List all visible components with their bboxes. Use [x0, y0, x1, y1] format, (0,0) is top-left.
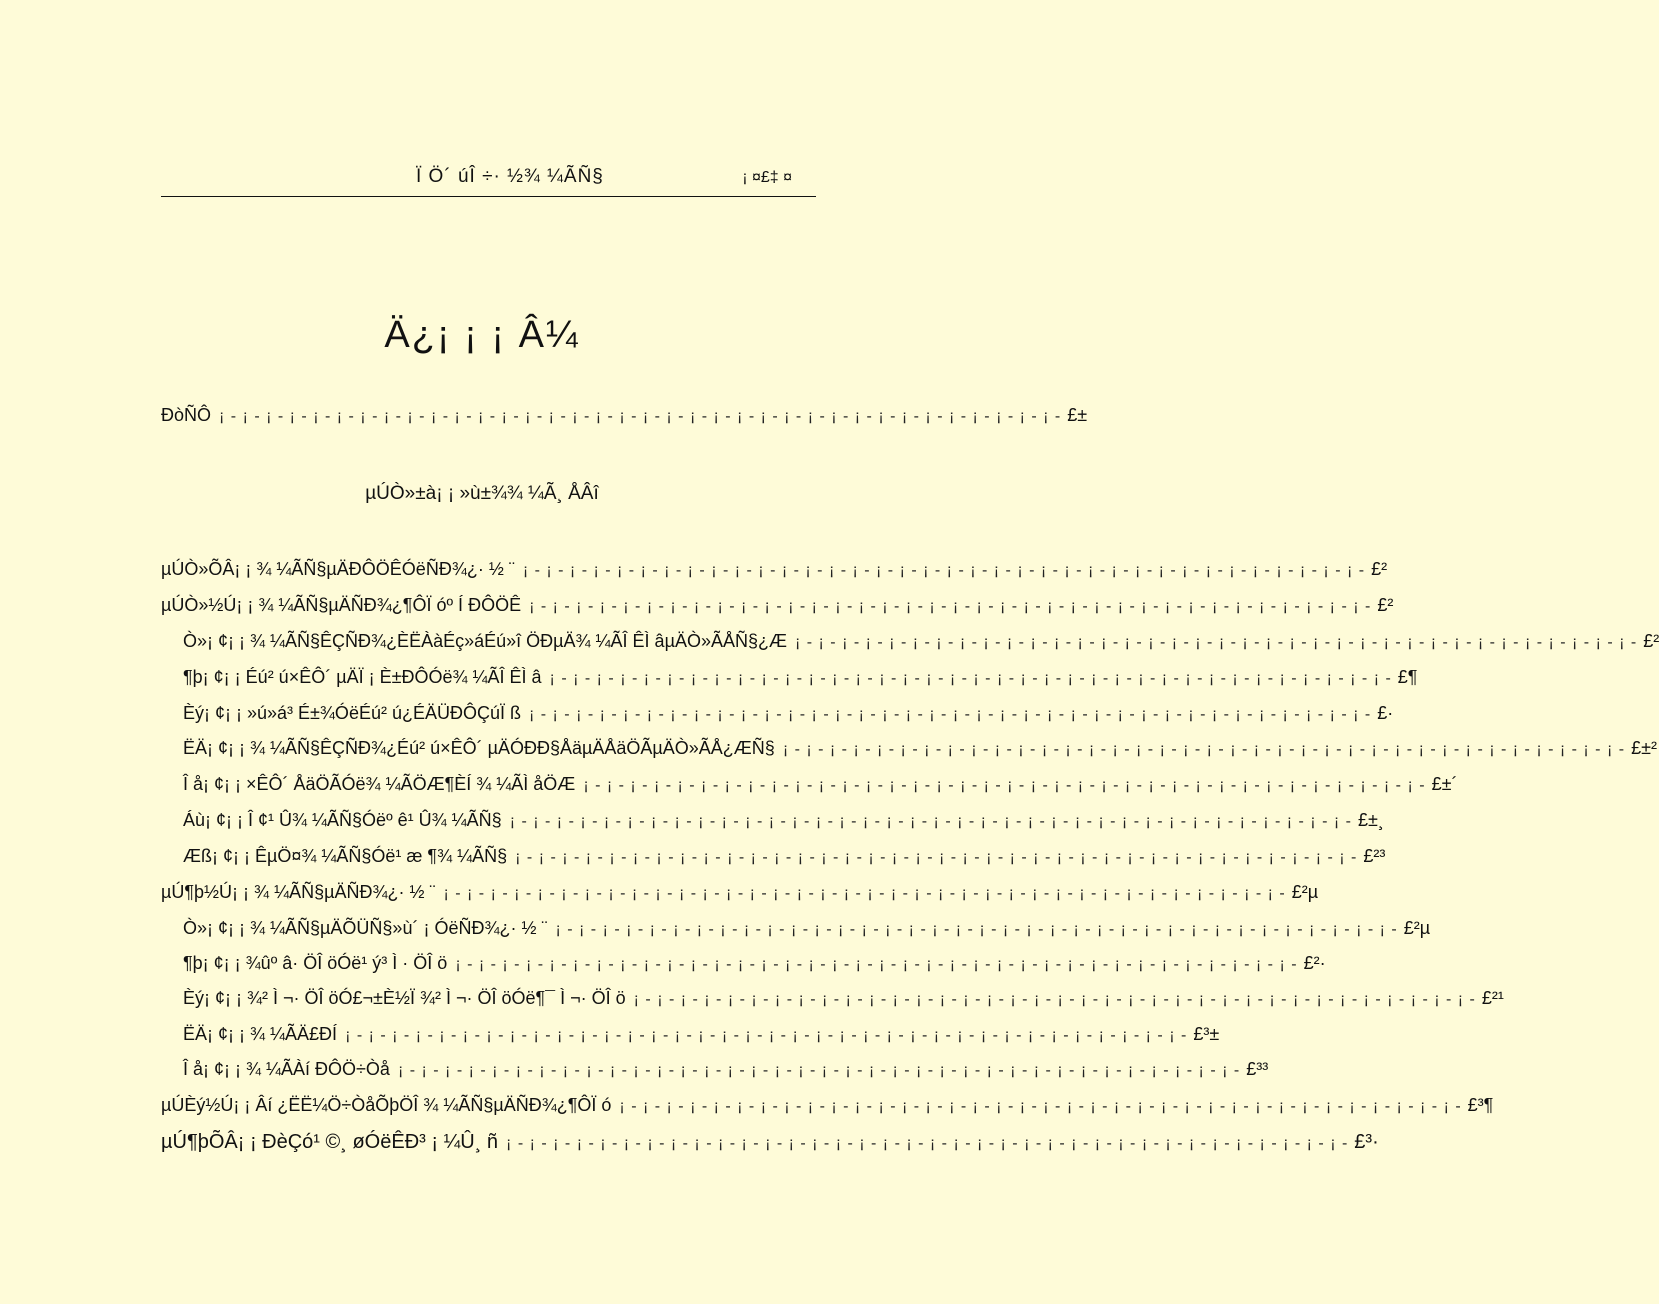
toc-leader: ¡ - ¡ - ¡ - ¡ - ¡ - ¡ - ¡ - ¡ - ¡ - ¡ - ¡ - ¡ - ¡ - ¡ - ¡ - ¡ - ¡ - ¡ - ¡ - ¡ - ¡ - ¡ - ¡ - ¡ - ¡ - ¡ - ¡ - ¡ - ¡ - ¡ - ¡ - ¡ - ¡ - ¡ - ¡ - ¡ -: [455, 956, 1298, 973]
toc-entry-text: Ò»¡ ¢¡ ¡ ¾ ¼ÃÑ§ÊÇÑÐ¾¿ÈËÀàÉç»áÉú»î ÖÐµÄ¾ ¼ÃÎ ÊÌ âµÄÒ»ÃÅÑ§¿Æ: [183, 631, 787, 651]
toc-line: [183, 810, 1384, 838]
toc-leader: ¡ - ¡ - ¡ - ¡ - ¡ - ¡ - ¡ - ¡ - ¡ - ¡ - ¡ - ¡ - ¡ - ¡ - ¡ - ¡ - ¡ - ¡ - ¡ - ¡ - ¡ - ¡ - ¡ - ¡ - ¡ - ¡ - ¡ - ¡ - ¡ - ¡ - ¡ - ¡ - ¡ - ¡ - ¡ - ¡ -: [509, 813, 1352, 830]
toc-page-number: £·: [1377, 703, 1394, 723]
toc-leader: ¡ - ¡ - ¡ - ¡ - ¡ - ¡ - ¡ - ¡ - ¡ - ¡ - ¡ - ¡ - ¡ - ¡ - ¡ - ¡ - ¡ - ¡ - ¡ - ¡ - ¡ - ¡ - ¡ - ¡ - ¡ - ¡ - ¡ - ¡ - ¡ - ¡ - ¡ - ¡ - ¡ - ¡ - ¡ - ¡ -: [397, 1062, 1241, 1079]
running-header: [161, 166, 816, 196]
toc-page-number: £²: [1643, 631, 1659, 651]
toc-line: [183, 774, 1458, 802]
toc-page-number: £³±: [1193, 1024, 1220, 1044]
toc-leader: ¡ - ¡ - ¡ - ¡ - ¡ - ¡ - ¡ - ¡ - ¡ - ¡ - ¡ - ¡ - ¡ - ¡ - ¡ - ¡ - ¡ - ¡ - ¡ - ¡ - ¡ - ¡ - ¡ - ¡ - ¡ - ¡ - ¡ - ¡ - ¡ - ¡ - ¡ - ¡ - ¡ - ¡ - ¡ - ¡ -: [555, 921, 1398, 938]
toc-line: [161, 405, 1088, 433]
toc-line: [161, 1131, 1379, 1159]
toc-page-number: £²µ: [1403, 918, 1431, 938]
toc-leader: ¡ - ¡ - ¡ - ¡ - ¡ - ¡ - ¡ - ¡ - ¡ - ¡ - ¡ - ¡ - ¡ - ¡ - ¡ - ¡ - ¡ - ¡ - ¡ - ¡ - ¡ - ¡ - ¡ - ¡ - ¡ - ¡ - ¡ - ¡ - ¡ - ¡ - ¡ - ¡ - ¡ - ¡ - ¡ - ¡ -: [515, 849, 1358, 866]
toc-leader: ¡ - ¡ - ¡ - ¡ - ¡ - ¡ - ¡ - ¡ - ¡ - ¡ - ¡ - ¡ - ¡ - ¡ - ¡ - ¡ - ¡ - ¡ - ¡ - ¡ - ¡ - ¡ - ¡ - ¡ - ¡ - ¡ - ¡ - ¡ - ¡ - ¡ - ¡ - ¡ - ¡ - ¡ - ¡ - ¡ -: [529, 598, 1372, 615]
toc-entry-text: Ò»¡ ¢¡ ¡ ¾ ¼ÃÑ§µÄÕÜÑ§»ù´ ¡ ÓëÑÐ¾¿· ½ ¨: [183, 918, 548, 938]
toc-line: [183, 1059, 1269, 1087]
toc-page-number: £±¸: [1357, 810, 1384, 830]
toc-entry-text: Æß¡ ¢¡ ¡ ÊµÖ¤¾ ¼ÃÑ§Óë¹ æ ¶¾ ¼ÃÑ§: [183, 846, 508, 866]
toc-line: [183, 667, 1418, 695]
toc-page-number: £¶: [1397, 667, 1418, 687]
toc-leader: ¡ - ¡ - ¡ - ¡ - ¡ - ¡ - ¡ - ¡ - ¡ - ¡ - ¡ - ¡ - ¡ - ¡ - ¡ - ¡ - ¡ - ¡ - ¡ - ¡ - ¡ - ¡ - ¡ - ¡ - ¡ - ¡ - ¡ - ¡ - ¡ - ¡ - ¡ - ¡ - ¡ - ¡ - ¡ - ¡ -: [794, 634, 1638, 651]
toc-leader: ¡ - ¡ - ¡ - ¡ - ¡ - ¡ - ¡ - ¡ - ¡ - ¡ - ¡ - ¡ - ¡ - ¡ - ¡ - ¡ - ¡ - ¡ - ¡ - ¡ - ¡ - ¡ - ¡ - ¡ - ¡ - ¡ - ¡ - ¡ - ¡ - ¡ - ¡ - ¡ - ¡ - ¡ - ¡ - ¡ -: [345, 1027, 1188, 1044]
toc-entry-text: µÚ¶þÕÂ¡ ¡ ÐèÇó¹ ©¸ øÓëÊÐ³ ¡ ¼Û¸ ñ: [161, 1131, 499, 1153]
toc-page-number: £±²: [1631, 738, 1657, 758]
toc-entry-text: µÚÈý½Ú¡ ¡ Âí ¿ËË¼Ö÷ÒåÕþÖÎ ¾ ¼ÃÑ§µÄÑÐ¾¿¶ÔÏ ó: [161, 1095, 612, 1115]
toc-page-number: £²·: [1303, 953, 1326, 973]
toc-line: [183, 953, 1326, 981]
running-header-page-label: ¡ ¤£‡ ¤: [742, 169, 792, 186]
toc-page-number: £³·: [1354, 1131, 1379, 1153]
toc-line: [183, 1024, 1220, 1052]
toc-entry-text: ËÄ¡ ¢¡ ¡ ¾ ¼ÃÑ§ÊÇÑÐ¾¿Éú² ú×ÊÔ´ µÄÓÐÐ§ÅäµÄÅäÖÃµÄÒ»ÃÅ¿ÆÑ§: [183, 738, 775, 758]
toc-line: [161, 559, 1388, 587]
toc-entry-text: Áù¡ ¢¡ ¡ Î ¢¹ Û¾ ¼ÃÑ§Óëº ê¹ Û¾ ¼ÃÑ§: [183, 810, 502, 830]
toc-leader: ¡ - ¡ - ¡ - ¡ - ¡ - ¡ - ¡ - ¡ - ¡ - ¡ - ¡ - ¡ - ¡ - ¡ - ¡ - ¡ - ¡ - ¡ - ¡ - ¡ - ¡ - ¡ - ¡ - ¡ - ¡ - ¡ - ¡ - ¡ - ¡ - ¡ - ¡ - ¡ - ¡ - ¡ - ¡ - ¡ -: [443, 885, 1286, 902]
toc-entry-text: µÚÒ»ÕÂ¡ ¡ ¾ ¼ÃÑ§µÄÐÔÖÊÓëÑÐ¾¿· ½ ¨: [161, 559, 515, 579]
toc-line: [161, 595, 1394, 623]
toc-entry-text: ¶þ¡ ¢¡ ¡ ¾ûº â· ÖÎ öÓë¹ ý³ Ì · ÖÎ ö: [183, 953, 448, 973]
toc-leader: ¡ - ¡ - ¡ - ¡ - ¡ - ¡ - ¡ - ¡ - ¡ - ¡ - ¡ - ¡ - ¡ - ¡ - ¡ - ¡ - ¡ - ¡ - ¡ - ¡ - ¡ - ¡ - ¡ - ¡ - ¡ - ¡ - ¡ - ¡ - ¡ - ¡ - ¡ - ¡ - ¡ - ¡ - ¡ - ¡ -: [619, 1098, 1462, 1115]
toc-leader: ¡ - ¡ - ¡ - ¡ - ¡ - ¡ - ¡ - ¡ - ¡ - ¡ - ¡ - ¡ - ¡ - ¡ - ¡ - ¡ - ¡ - ¡ - ¡ - ¡ - ¡ - ¡ - ¡ - ¡ - ¡ - ¡ - ¡ - ¡ - ¡ - ¡ - ¡ - ¡ - ¡ - ¡ - ¡ - ¡ -: [583, 777, 1426, 794]
toc-leader: ¡ - ¡ - ¡ - ¡ - ¡ - ¡ - ¡ - ¡ - ¡ - ¡ - ¡ - ¡ - ¡ - ¡ - ¡ - ¡ - ¡ - ¡ - ¡ - ¡ - ¡ - ¡ - ¡ - ¡ - ¡ - ¡ - ¡ - ¡ - ¡ - ¡ - ¡ - ¡ - ¡ - ¡ - ¡ - ¡ -: [549, 670, 1392, 687]
part-subtitle: µÚÒ»±à¡ ¡ »ù±¾¾ ¼Ã¸ ÅÂî: [365, 483, 599, 504]
toc-leader: ¡ - ¡ - ¡ - ¡ - ¡ - ¡ - ¡ - ¡ - ¡ - ¡ - ¡ - ¡ - ¡ - ¡ - ¡ - ¡ - ¡ - ¡ - ¡ - ¡ - ¡ - ¡ - ¡ - ¡ - ¡ - ¡ - ¡ - ¡ - ¡ - ¡ - ¡ - ¡ - ¡ - ¡ - ¡ - ¡ -: [528, 706, 1372, 723]
toc-line: [161, 882, 1319, 910]
toc-leader: ¡ - ¡ - ¡ - ¡ - ¡ - ¡ - ¡ - ¡ - ¡ - ¡ - ¡ - ¡ - ¡ - ¡ - ¡ - ¡ - ¡ - ¡ - ¡ - ¡ - ¡ - ¡ - ¡ - ¡ - ¡ - ¡ - ¡ - ¡ - ¡ - ¡ - ¡ - ¡ - ¡ - ¡ - ¡ - ¡ -: [633, 991, 1476, 1008]
toc-entry-text: ÐòÑÔ: [161, 405, 212, 425]
toc-entry-text: Î å¡ ¢¡ ¡ ×ÊÔ´ ÅäÖÃÓë¾ ¼ÃÖÆ¶ÈÍ ¾ ¼ÃÌ åÖÆ: [183, 774, 576, 794]
toc-entry-text: ¶þ¡ ¢¡ ¡ Éú² ú×ÊÔ´ µÄÏ ¡ È±ÐÔÓë¾ ¼ÃÎ ÊÌ â: [183, 667, 542, 687]
toc-line: [161, 1095, 1494, 1123]
toc-page-number: £²¹: [1481, 988, 1504, 1008]
toc-entry-text: µÚÒ»½Ú¡ ¡ ¾ ¼ÃÑ§µÄÑÐ¾¿¶ÔÏ óº Í ÐÔÖÊ: [161, 595, 522, 615]
toc-page-number: £±´: [1431, 774, 1458, 794]
toc-page-number: £²³: [1363, 846, 1386, 866]
toc-entry-text: ËÄ¡ ¢¡ ¡ ¾ ¼ÃÄ£ÐÍ: [183, 1024, 338, 1044]
toc-line: [183, 988, 1504, 1016]
page-title: Ä¿¡ ¡ ¡ Â¼: [384, 314, 580, 356]
toc-entry-text: Î å¡ ¢¡ ¡ ¾ ¼ÃÀí ÐÔÖ÷Òå: [183, 1059, 390, 1079]
toc-page-number: £²: [1371, 559, 1388, 579]
running-header-title: Ï Ö´ úÎ ÷· ½¾ ¼ÃÑ§: [416, 166, 604, 187]
header-rule: [161, 196, 816, 197]
toc-page-number: £²µ: [1291, 882, 1319, 902]
toc-line: [183, 703, 1394, 731]
toc-page-number: £²: [1377, 595, 1394, 615]
toc-page-number: £³¶: [1467, 1095, 1494, 1115]
toc-line: [183, 738, 1657, 766]
toc-leader: ¡ - ¡ - ¡ - ¡ - ¡ - ¡ - ¡ - ¡ - ¡ - ¡ - ¡ - ¡ - ¡ - ¡ - ¡ - ¡ - ¡ - ¡ - ¡ - ¡ - ¡ - ¡ - ¡ - ¡ - ¡ - ¡ - ¡ - ¡ - ¡ - ¡ - ¡ - ¡ - ¡ - ¡ - ¡ - ¡ -: [506, 1135, 1349, 1152]
toc-line: [183, 846, 1386, 874]
toc-leader: ¡ - ¡ - ¡ - ¡ - ¡ - ¡ - ¡ - ¡ - ¡ - ¡ - ¡ - ¡ - ¡ - ¡ - ¡ - ¡ - ¡ - ¡ - ¡ - ¡ - ¡ - ¡ - ¡ - ¡ - ¡ - ¡ - ¡ - ¡ - ¡ - ¡ - ¡ - ¡ - ¡ - ¡ - ¡ - ¡ -: [219, 408, 1062, 425]
toc-page-number: £±: [1067, 405, 1088, 425]
toc-page-number: £³³: [1246, 1059, 1269, 1079]
toc-leader: ¡ - ¡ - ¡ - ¡ - ¡ - ¡ - ¡ - ¡ - ¡ - ¡ - ¡ - ¡ - ¡ - ¡ - ¡ - ¡ - ¡ - ¡ - ¡ - ¡ - ¡ - ¡ - ¡ - ¡ - ¡ - ¡ - ¡ - ¡ - ¡ - ¡ - ¡ - ¡ - ¡ - ¡ - ¡ - ¡ -: [782, 741, 1626, 758]
toc-entry-text: µÚ¶þ½Ú¡ ¡ ¾ ¼ÃÑ§µÄÑÐ¾¿· ½ ¨: [161, 882, 436, 902]
toc-line: [183, 631, 1659, 659]
toc-entry-text: Èý¡ ¢¡ ¡ ¾² Ì ¬· ÖÎ öÓ£¬±È½Ï ¾² Ì ¬· ÖÎ öÓë¶¯ Ì ¬· ÖÎ ö: [183, 988, 626, 1008]
toc-entry-text: Èý¡ ¢¡ ¡ »ú»á³ É±¾ÓëÉú² ú¿ÉÄÜÐÔÇúÏ ß: [183, 703, 521, 723]
toc-line: [183, 918, 1431, 946]
toc-leader: ¡ - ¡ - ¡ - ¡ - ¡ - ¡ - ¡ - ¡ - ¡ - ¡ - ¡ - ¡ - ¡ - ¡ - ¡ - ¡ - ¡ - ¡ - ¡ - ¡ - ¡ - ¡ - ¡ - ¡ - ¡ - ¡ - ¡ - ¡ - ¡ - ¡ - ¡ - ¡ - ¡ - ¡ - ¡ - ¡ -: [522, 562, 1366, 579]
